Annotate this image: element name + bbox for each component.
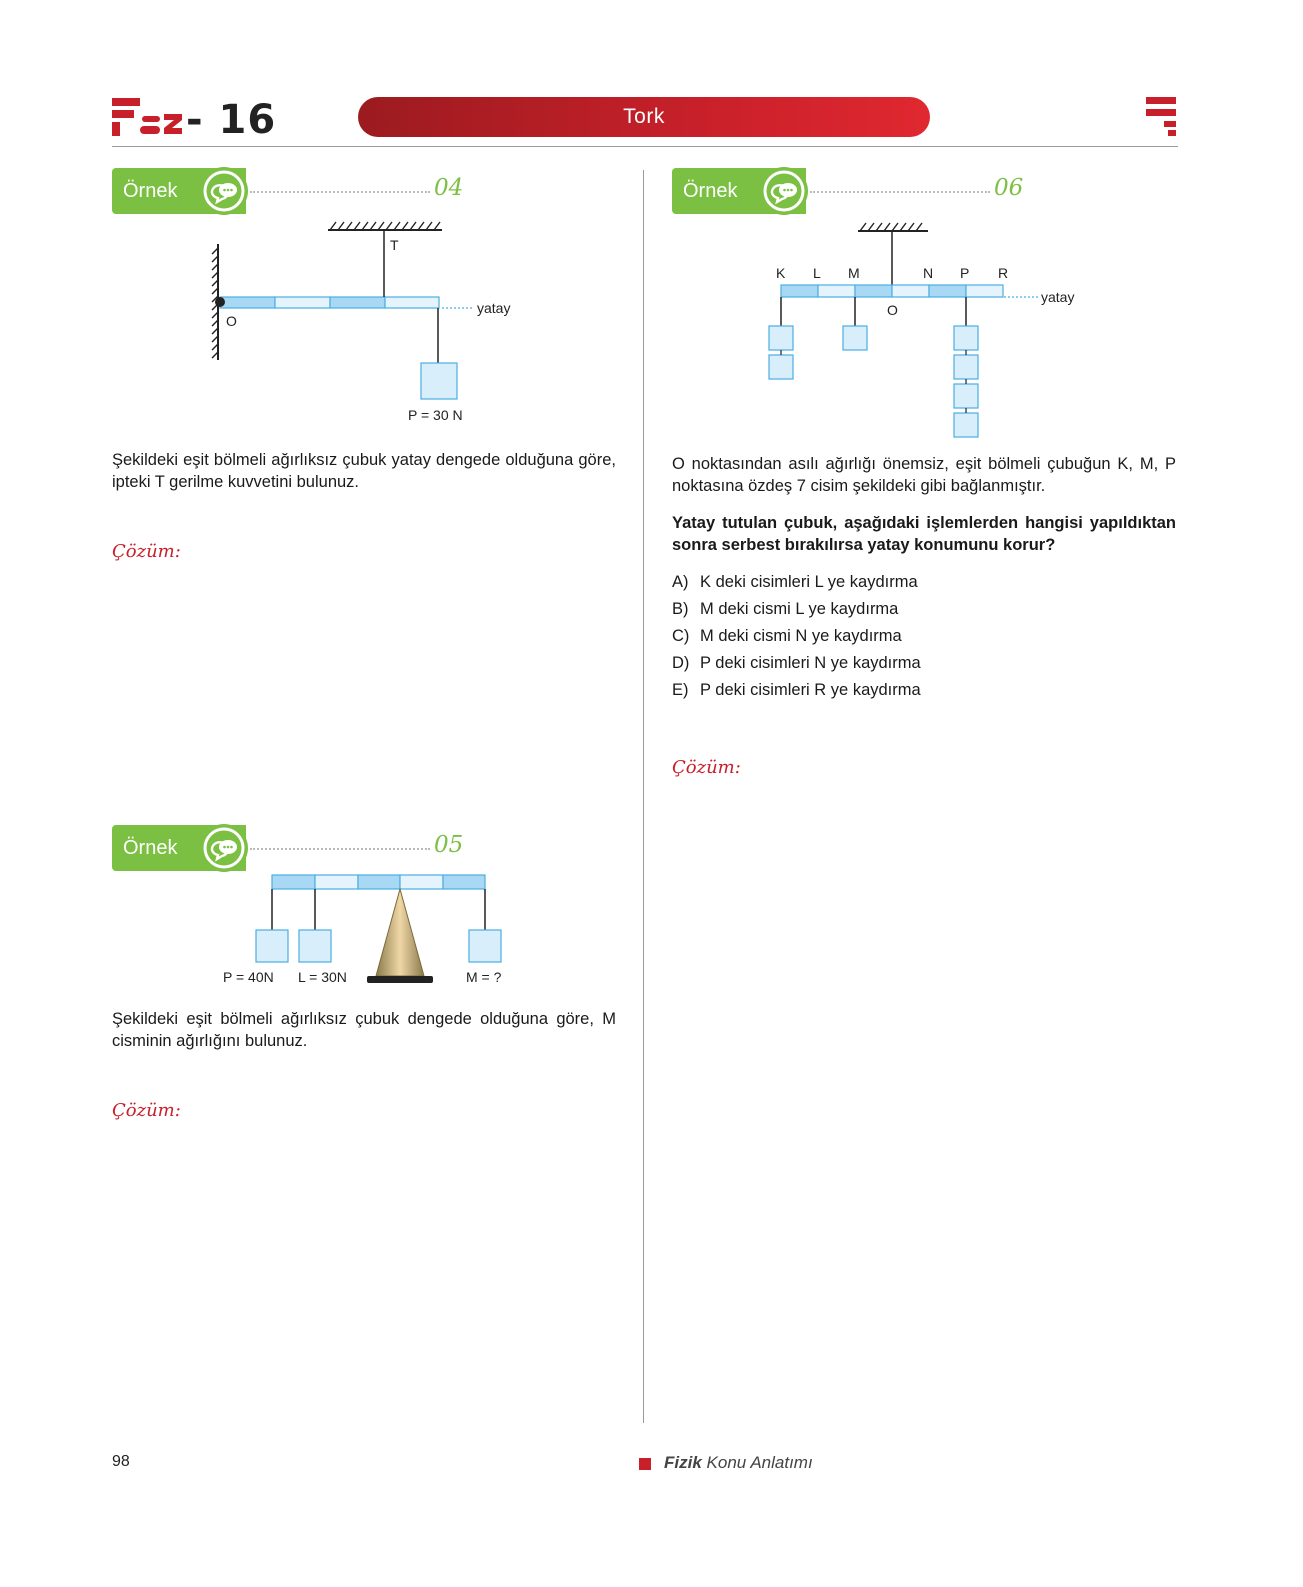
- option-letter: B): [672, 600, 689, 618]
- fulcrum: [376, 889, 424, 976]
- option-c[interactable]: [672, 623, 1176, 650]
- faz-logo: [112, 96, 184, 138]
- label-o: O: [226, 313, 237, 329]
- example-number-04: 04: [434, 175, 464, 201]
- rod: [220, 297, 439, 308]
- label-k: K: [776, 265, 786, 281]
- label-m: M: [848, 265, 860, 281]
- chapter-title-bar: [358, 97, 930, 137]
- ornek-label: Örnek: [123, 837, 178, 859]
- question-04-text: Şekildeki eşit bölmeli ağırlıksız çubuk yatay dengede olduğuna göre, ipteki T gerilme kuvvetini bulunuz.: [112, 451, 616, 491]
- question-06: [672, 513, 1176, 556]
- label-p: P: [960, 265, 970, 281]
- option-text: M deki cismi N ye kaydırma: [700, 627, 902, 645]
- series-number: - 16: [186, 97, 277, 143]
- block-m-1: [843, 326, 867, 350]
- block-p-1: [954, 326, 978, 350]
- footer-square-icon: [639, 1458, 651, 1470]
- footer-title: Konu Anlatımı: [706, 1453, 813, 1472]
- block-p-3: [954, 384, 978, 408]
- cozum-label-06: Çözüm:: [672, 757, 741, 778]
- option-text: M deki cismi L ye kaydırma: [700, 600, 899, 618]
- fulcrum-base: [367, 976, 433, 983]
- weight-m: [469, 930, 501, 962]
- ceiling-hatch: [330, 222, 440, 230]
- cozum-label-05: Çözüm:: [112, 1100, 181, 1121]
- badge-dots: [810, 191, 990, 193]
- badge-dots: [250, 848, 430, 850]
- rod: [272, 875, 485, 889]
- figure-05-balance: [215, 868, 525, 993]
- example-number-05: 05: [434, 832, 464, 858]
- example-number-06: 06: [994, 175, 1024, 201]
- option-a[interactable]: [672, 569, 1176, 596]
- question-05-text: Şekildeki eşit bölmeli ağırlıksız çubuk dengede olduğuna göre, M cisminin ağırlığını bulunuz.: [112, 1010, 616, 1050]
- weight-p: [256, 930, 288, 962]
- page-number: 98: [112, 1453, 130, 1470]
- weight-block: [421, 363, 457, 399]
- option-letter: A): [672, 573, 689, 591]
- ceiling-hatch: [860, 223, 922, 231]
- corner-logo-icon: [1146, 97, 1178, 137]
- block-k-2: [769, 355, 793, 379]
- options-list: [672, 569, 1176, 704]
- block-p-4: [954, 413, 978, 437]
- badge-dots: [250, 191, 430, 193]
- ornek-badge-04: [112, 168, 246, 214]
- label-weight: P = 30 N: [408, 407, 463, 423]
- header-rule: [112, 146, 1178, 147]
- weight-l: [299, 930, 331, 962]
- label-o: O: [887, 302, 898, 318]
- intro-06-text: O noktasından asılı ağırlığı önemsiz, eşit bölmeli çubuğun K, M, P noktasına özdeş 7 cisim şekildeki gibi bağlanmıştır.: [672, 455, 1176, 495]
- option-d[interactable]: [672, 650, 1176, 677]
- label-t: T: [390, 237, 399, 253]
- ornek-label: Örnek: [683, 180, 738, 202]
- speech-bubble-icon: [200, 824, 248, 872]
- ornek-badge-06: [672, 168, 806, 214]
- label-l: L: [813, 265, 821, 281]
- chapter-title: Tork: [623, 105, 665, 128]
- label-p: P = 40N: [223, 969, 274, 985]
- cozum-label-04: Çözüm:: [112, 541, 181, 562]
- speech-bubble-icon: [200, 167, 248, 215]
- option-letter: C): [672, 627, 690, 645]
- intro-06: [672, 454, 1176, 497]
- figure-04-lever: [200, 218, 530, 428]
- column-divider: [643, 170, 644, 1423]
- ornek-badge-05: [112, 825, 246, 871]
- question-05: [112, 1009, 616, 1052]
- question-04: [112, 450, 616, 493]
- option-text: P deki cisimleri N ye kaydırma: [700, 654, 921, 672]
- block-p-2: [954, 355, 978, 379]
- figure-06-lever: [760, 220, 1100, 445]
- option-e[interactable]: [672, 677, 1176, 704]
- option-text: K deki cisimleri L ye kaydırma: [700, 573, 918, 591]
- pivot-o: [215, 297, 225, 307]
- label-m: M = ?: [466, 969, 502, 985]
- option-text: P deki cisimleri R ye kaydırma: [700, 681, 921, 699]
- footer-subject: Fizik: [664, 1453, 702, 1472]
- footer-book-title: [664, 1453, 813, 1473]
- ornek-label: Örnek: [123, 180, 178, 202]
- speech-bubble-icon: [760, 167, 808, 215]
- label-l: L = 30N: [298, 969, 347, 985]
- label-r: R: [998, 265, 1009, 281]
- rod: [781, 285, 1003, 297]
- label-n: N: [923, 265, 934, 281]
- option-letter: E): [672, 681, 689, 699]
- option-letter: D): [672, 654, 690, 672]
- label-yatay: yatay: [1041, 289, 1075, 305]
- question-06-text: Yatay tutulan çubuk, aşağıdaki işlemlerden hangisi yapıldıktan sonra serbest bırakılırsa yatay konumunu korur?: [672, 514, 1176, 554]
- block-k-1: [769, 326, 793, 350]
- label-yatay: yatay: [477, 300, 511, 316]
- option-b[interactable]: [672, 596, 1176, 623]
